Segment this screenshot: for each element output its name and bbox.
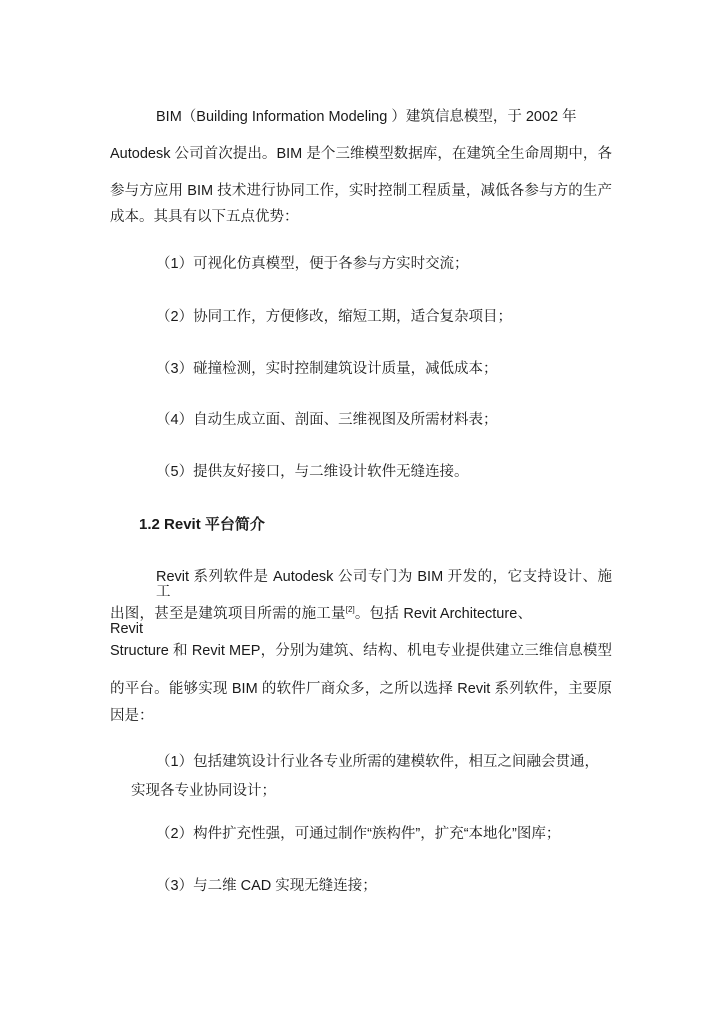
reason-item-1-cont: 实现各专业协同设计； [131, 783, 276, 799]
advantage-item: （2）协同工作，方便修改，缩短工期，适合复杂项目； [156, 309, 513, 325]
revit-line-2 [110, 607, 532, 636]
revit-line-2-rest: 。包括 Revit Architecture、Revit [110, 606, 532, 637]
reason-item-3: （3）与二维 CAD 实现无缝连接； [156, 878, 377, 894]
intro-line-2: Autodesk 公司首次提出。BIM 是个三维模型数据库，在建筑全生命周期中，各 [110, 146, 612, 162]
reason-item-2: （2）构件扩充性强，可通过制作“族构件”，扩充“本地化”图库； [156, 826, 561, 842]
citation-ref: [2] [345, 605, 355, 615]
revit-line-2-text: 出图，甚至是建筑项目所需的施工量 [110, 606, 346, 622]
revit-line-4: 的平台。能够实现 BIM 的软件厂商众多，之所以选择 Revit 系列软件，主要原 [110, 681, 612, 697]
advantage-item: （3）碰撞检测，实时控制建筑设计质量，减低成本； [156, 361, 498, 377]
revit-line-1: Revit 系列软件是 Autodesk 公司专门为 BIM 开发的，它支持设计、施工 [156, 569, 612, 600]
advantage-item: （1）可视化仿真模型，便于各参与方实时交流； [156, 256, 469, 272]
intro-line-4: 成本。其具有以下五点优势： [110, 209, 299, 225]
intro-line-1: BIM（Building Information Modeling ）建筑信息模型，于 2002 年 [156, 109, 577, 125]
advantage-item: （5）提供友好接口，与二维设计软件无缝连接。 [156, 464, 469, 480]
section-heading: 1.2 Revit 平台简介 [139, 516, 265, 533]
intro-line-3: 参与方应用 BIM 技术进行协同工作，实时控制工程质量，减低各参与方的生产 [110, 183, 612, 199]
revit-line-3: Structure 和 Revit MEP，分别为建筑、结构、机电专业提供建立三维信息模型 [110, 643, 612, 659]
reason-item-1: （1）包括建筑设计行业各专业所需的建模软件，相互之间融会贯通， [156, 754, 600, 770]
advantage-item: （4）自动生成立面、剖面、三维视图及所需材料表； [156, 412, 498, 428]
revit-line-5: 因是： [110, 708, 154, 724]
